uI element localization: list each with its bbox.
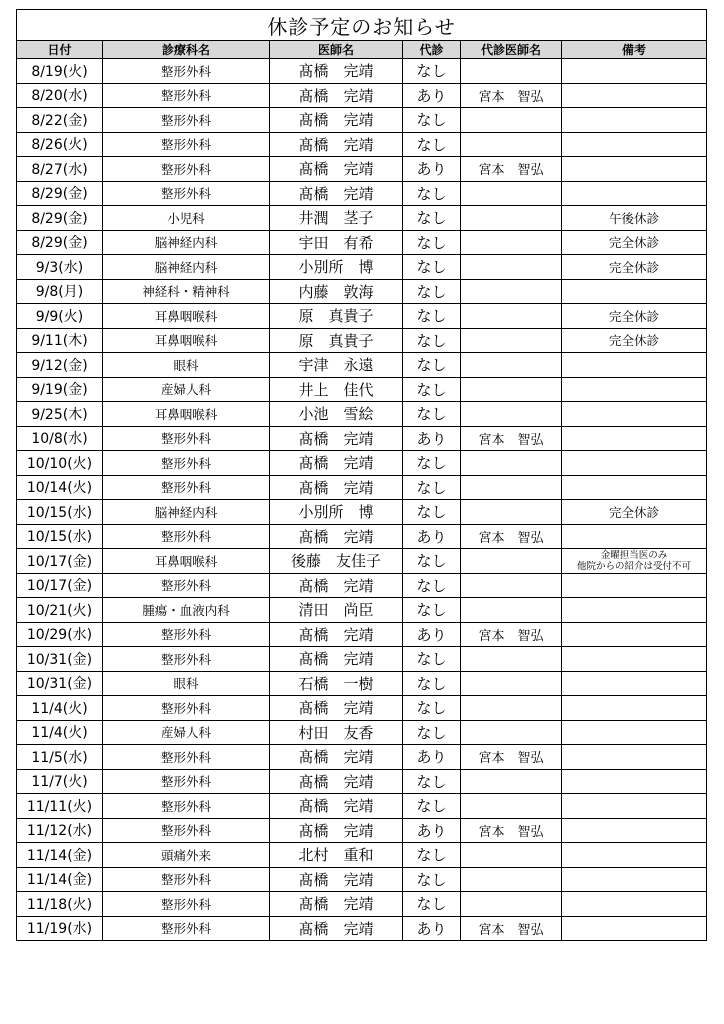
doctor-cell: 髙橋 完靖 (270, 892, 403, 917)
remarks-cell (562, 867, 707, 892)
doctor-cell: 原 真貴子 (270, 304, 403, 329)
substitute-cell: なし (403, 328, 461, 353)
substitute-cell: なし (403, 132, 461, 157)
substitute-doctor-cell (461, 279, 562, 304)
department-cell: 産婦人科 (103, 720, 270, 745)
table-row (17, 475, 707, 500)
substitute-doctor-cell (461, 59, 562, 84)
table-row (17, 916, 707, 941)
date-cell: 11/14(金) (17, 867, 103, 892)
date-cell: 11/11(火) (17, 794, 103, 819)
table-row (17, 598, 707, 623)
department-cell: 脳神経内科 (103, 500, 270, 525)
substitute-cell: なし (403, 671, 461, 696)
substitute-cell: なし (403, 549, 461, 574)
header-date: 日付 (17, 41, 103, 59)
remarks-cell (562, 108, 707, 133)
department-cell: 整形外科 (103, 696, 270, 721)
substitute-doctor-cell (461, 230, 562, 255)
doctor-cell: 原 真貴子 (270, 328, 403, 353)
department-cell: 整形外科 (103, 451, 270, 476)
department-cell: 耳鼻咽喉科 (103, 549, 270, 574)
substitute-doctor-cell: 宮本 智弘 (461, 426, 562, 451)
remarks-cell: 完全休診 (562, 230, 707, 255)
department-cell: 眼科 (103, 671, 270, 696)
table-row (17, 132, 707, 157)
substitute-cell: なし (403, 573, 461, 598)
date-cell: 11/4(火) (17, 720, 103, 745)
doctor-cell: 髙橋 完靖 (270, 867, 403, 892)
substitute-cell: なし (403, 500, 461, 525)
doctor-cell: 髙橋 完靖 (270, 622, 403, 647)
doctor-cell: 髙橋 完靖 (270, 573, 403, 598)
doctor-cell: 髙橋 完靖 (270, 181, 403, 206)
remarks-cell (562, 794, 707, 819)
substitute-doctor-cell (461, 696, 562, 721)
substitute-doctor-cell (461, 794, 562, 819)
substitute-doctor-cell (461, 892, 562, 917)
substitute-cell: なし (403, 377, 461, 402)
table-row (17, 671, 707, 696)
date-cell: 11/19(水) (17, 916, 103, 941)
date-cell: 11/14(金) (17, 843, 103, 868)
remarks-cell (562, 696, 707, 721)
remarks-cell: 完全休診 (562, 255, 707, 280)
substitute-cell: あり (403, 745, 461, 770)
substitute-doctor-cell (461, 132, 562, 157)
table-row (17, 696, 707, 721)
table-row (17, 843, 707, 868)
doctor-cell: 髙橋 完靖 (270, 769, 403, 794)
department-cell: 脳神経内科 (103, 230, 270, 255)
remarks-cell (562, 598, 707, 623)
header-remarks: 備考 (562, 41, 707, 59)
substitute-doctor-cell: 宮本 智弘 (461, 622, 562, 647)
remarks-cell (562, 818, 707, 843)
substitute-doctor-cell (461, 304, 562, 329)
department-cell: 整形外科 (103, 867, 270, 892)
header-doctor: 医師名 (270, 41, 403, 59)
substitute-cell: なし (403, 353, 461, 378)
remarks-cell (562, 524, 707, 549)
table-row (17, 255, 707, 280)
date-cell: 9/19(金) (17, 377, 103, 402)
substitute-doctor-cell: 宮本 智弘 (461, 745, 562, 770)
date-cell: 9/11(木) (17, 328, 103, 353)
department-cell: 整形外科 (103, 524, 270, 549)
doctor-cell: 髙橋 完靖 (270, 745, 403, 770)
closure-schedule-table (16, 9, 707, 941)
table-row (17, 353, 707, 378)
date-cell: 10/10(火) (17, 451, 103, 476)
date-cell: 11/7(火) (17, 769, 103, 794)
substitute-cell: なし (403, 696, 461, 721)
department-cell: 整形外科 (103, 794, 270, 819)
remarks-cell: 完全休診 (562, 328, 707, 353)
remarks-cell (562, 83, 707, 108)
remarks-cell (562, 181, 707, 206)
remarks-cell (562, 353, 707, 378)
substitute-doctor-cell (461, 720, 562, 745)
remarks-cell (562, 720, 707, 745)
header-substitute-doctor: 代診医師名 (461, 41, 562, 59)
department-cell: 整形外科 (103, 647, 270, 672)
substitute-doctor-cell (461, 598, 562, 623)
substitute-cell: なし (403, 279, 461, 304)
table-row (17, 769, 707, 794)
department-cell: 耳鼻咽喉科 (103, 328, 270, 353)
department-cell: 整形外科 (103, 818, 270, 843)
remarks-cell (562, 59, 707, 84)
substitute-doctor-cell (461, 671, 562, 696)
doctor-cell: 髙橋 完靖 (270, 524, 403, 549)
date-cell: 10/17(金) (17, 549, 103, 574)
header-substitute: 代診 (403, 41, 461, 59)
date-cell: 9/25(木) (17, 402, 103, 427)
table-row (17, 451, 707, 476)
substitute-doctor-cell (461, 549, 562, 574)
doctor-cell: 井上 佳代 (270, 377, 403, 402)
remarks-cell (562, 769, 707, 794)
doctor-cell: 小池 雪絵 (270, 402, 403, 427)
date-cell: 11/12(水) (17, 818, 103, 843)
substitute-doctor-cell (461, 353, 562, 378)
date-cell: 8/22(金) (17, 108, 103, 133)
remarks-cell (562, 475, 707, 500)
doctor-cell: 髙橋 完靖 (270, 132, 403, 157)
closure-schedule-sheet (16, 9, 706, 941)
doctor-cell: 髙橋 完靖 (270, 794, 403, 819)
substitute-doctor-cell (461, 377, 562, 402)
department-cell: 産婦人科 (103, 377, 270, 402)
substitute-doctor-cell: 宮本 智弘 (461, 157, 562, 182)
remarks-cell (562, 892, 707, 917)
substitute-cell: なし (403, 59, 461, 84)
department-cell: 整形外科 (103, 426, 270, 451)
department-cell: 整形外科 (103, 769, 270, 794)
date-cell: 8/29(金) (17, 206, 103, 231)
date-cell: 10/15(水) (17, 500, 103, 525)
remarks-cell (562, 451, 707, 476)
remarks-cell (562, 745, 707, 770)
table-row (17, 181, 707, 206)
date-cell: 10/31(金) (17, 671, 103, 696)
substitute-cell: あり (403, 916, 461, 941)
remarks-cell (562, 402, 707, 427)
date-cell: 10/14(火) (17, 475, 103, 500)
doctor-cell: 北村 重和 (270, 843, 403, 868)
doctor-cell: 髙橋 完靖 (270, 916, 403, 941)
date-cell: 10/17(金) (17, 573, 103, 598)
remarks-cell (562, 843, 707, 868)
doctor-cell: 宇津 永遠 (270, 353, 403, 378)
doctor-cell: 村田 友香 (270, 720, 403, 745)
substitute-doctor-cell: 宮本 智弘 (461, 916, 562, 941)
remarks-cell: 完全休診 (562, 500, 707, 525)
substitute-cell: なし (403, 720, 461, 745)
substitute-doctor-cell (461, 647, 562, 672)
substitute-cell: なし (403, 598, 461, 623)
table-row (17, 794, 707, 819)
substitute-cell: なし (403, 867, 461, 892)
date-cell: 10/31(金) (17, 647, 103, 672)
substitute-doctor-cell (461, 402, 562, 427)
table-header-row (17, 41, 707, 59)
remarks-cell (562, 647, 707, 672)
substitute-cell: なし (403, 255, 461, 280)
table-row (17, 402, 707, 427)
doctor-cell: 髙橋 完靖 (270, 475, 403, 500)
substitute-cell: なし (403, 304, 461, 329)
department-cell: 耳鼻咽喉科 (103, 304, 270, 329)
remarks-cell (562, 426, 707, 451)
remarks-cell (562, 279, 707, 304)
table-row (17, 83, 707, 108)
substitute-cell: なし (403, 230, 461, 255)
doctor-cell: 髙橋 完靖 (270, 108, 403, 133)
doctor-cell: 髙橋 完靖 (270, 59, 403, 84)
substitute-cell: あり (403, 157, 461, 182)
substitute-doctor-cell (461, 573, 562, 598)
doctor-cell: 髙橋 完靖 (270, 451, 403, 476)
remarks-cell (562, 573, 707, 598)
date-cell: 9/12(金) (17, 353, 103, 378)
department-cell: 整形外科 (103, 622, 270, 647)
substitute-cell: あり (403, 818, 461, 843)
table-row (17, 377, 707, 402)
substitute-doctor-cell (461, 108, 562, 133)
remarks-cell: 午後休診 (562, 206, 707, 231)
date-cell: 9/3(水) (17, 255, 103, 280)
table-row (17, 549, 707, 574)
substitute-cell: なし (403, 475, 461, 500)
substitute-doctor-cell (461, 769, 562, 794)
department-cell: 整形外科 (103, 83, 270, 108)
substitute-doctor-cell (461, 843, 562, 868)
doctor-cell: 髙橋 完靖 (270, 696, 403, 721)
date-cell: 10/8(水) (17, 426, 103, 451)
remarks-cell (562, 132, 707, 157)
table-row (17, 745, 707, 770)
substitute-doctor-cell (461, 475, 562, 500)
table-row (17, 206, 707, 231)
department-cell: 整形外科 (103, 892, 270, 917)
substitute-cell: あり (403, 83, 461, 108)
department-cell: 整形外科 (103, 157, 270, 182)
substitute-cell: なし (403, 451, 461, 476)
remarks-line: 金曜担当医のみ (600, 549, 668, 561)
remarks-cell (562, 157, 707, 182)
substitute-doctor-cell (461, 451, 562, 476)
substitute-doctor-cell (461, 181, 562, 206)
date-cell: 10/15(水) (17, 524, 103, 549)
table-row (17, 328, 707, 353)
table-row (17, 867, 707, 892)
doctor-cell: 清田 尚臣 (270, 598, 403, 623)
date-cell: 10/29(水) (17, 622, 103, 647)
substitute-cell: あり (403, 622, 461, 647)
substitute-doctor-cell (461, 328, 562, 353)
substitute-cell: なし (403, 892, 461, 917)
table-row (17, 818, 707, 843)
department-cell: 整形外科 (103, 132, 270, 157)
substitute-doctor-cell (461, 867, 562, 892)
doctor-cell: 髙橋 完靖 (270, 83, 403, 108)
table-row (17, 622, 707, 647)
doctor-cell: 井潤 茎子 (270, 206, 403, 231)
substitute-doctor-cell: 宮本 智弘 (461, 83, 562, 108)
doctor-cell: 宇田 有希 (270, 230, 403, 255)
department-cell: 整形外科 (103, 745, 270, 770)
date-cell: 10/21(火) (17, 598, 103, 623)
remarks-cell (562, 671, 707, 696)
department-cell: 整形外科 (103, 181, 270, 206)
department-cell: 整形外科 (103, 475, 270, 500)
date-cell: 9/8(月) (17, 279, 103, 304)
substitute-cell: なし (403, 647, 461, 672)
substitute-doctor-cell (461, 255, 562, 280)
substitute-doctor-cell: 宮本 智弘 (461, 818, 562, 843)
doctor-cell: 髙橋 完靖 (270, 157, 403, 182)
table-row (17, 230, 707, 255)
table-row (17, 157, 707, 182)
substitute-doctor-cell: 宮本 智弘 (461, 524, 562, 549)
department-cell: 脳神経内科 (103, 255, 270, 280)
substitute-doctor-cell (461, 206, 562, 231)
table-row (17, 279, 707, 304)
department-cell: 腫瘍・血液内科 (103, 598, 270, 623)
doctor-cell: 後藤 友佳子 (270, 549, 403, 574)
table-row (17, 108, 707, 133)
doctor-cell: 髙橋 完靖 (270, 426, 403, 451)
date-cell: 8/27(水) (17, 157, 103, 182)
substitute-cell: なし (403, 794, 461, 819)
date-cell: 9/9(火) (17, 304, 103, 329)
substitute-cell: あり (403, 426, 461, 451)
substitute-cell: なし (403, 843, 461, 868)
table-row (17, 59, 707, 84)
date-cell: 8/20(水) (17, 83, 103, 108)
header-department: 診療科名 (103, 41, 270, 59)
department-cell: 整形外科 (103, 573, 270, 598)
doctor-cell: 髙橋 完靖 (270, 647, 403, 672)
remarks-cell (562, 377, 707, 402)
substitute-cell: なし (403, 206, 461, 231)
remarks-line: 他院からの紹介は受付不可 (577, 560, 692, 572)
doctor-cell: 小別所 博 (270, 255, 403, 280)
date-cell: 11/5(水) (17, 745, 103, 770)
table-row (17, 647, 707, 672)
date-cell: 8/26(火) (17, 132, 103, 157)
doctor-cell: 内藤 敦海 (270, 279, 403, 304)
substitute-cell: なし (403, 108, 461, 133)
table-row (17, 524, 707, 549)
department-cell: 整形外科 (103, 108, 270, 133)
doctor-cell: 石橋 一樹 (270, 671, 403, 696)
department-cell: 頭痛外来 (103, 843, 270, 868)
date-cell: 8/29(金) (17, 230, 103, 255)
table-row (17, 720, 707, 745)
date-cell: 11/4(火) (17, 696, 103, 721)
date-cell: 8/29(金) (17, 181, 103, 206)
substitute-cell: なし (403, 402, 461, 427)
remarks-cell (562, 916, 707, 941)
remarks-cell: 完全休診 (562, 304, 707, 329)
department-cell: 耳鼻咽喉科 (103, 402, 270, 427)
date-cell: 8/19(火) (17, 59, 103, 84)
department-cell: 小児科 (103, 206, 270, 231)
substitute-doctor-cell (461, 500, 562, 525)
table-row (17, 892, 707, 917)
department-cell: 整形外科 (103, 916, 270, 941)
substitute-cell: なし (403, 769, 461, 794)
department-cell: 眼科 (103, 353, 270, 378)
date-cell: 11/18(火) (17, 892, 103, 917)
table-body (17, 59, 707, 941)
substitute-cell: なし (403, 181, 461, 206)
department-cell: 整形外科 (103, 59, 270, 84)
doctor-cell: 髙橋 完靖 (270, 818, 403, 843)
table-row (17, 573, 707, 598)
remarks-cell (562, 622, 707, 647)
substitute-cell: あり (403, 524, 461, 549)
page-title: 休診予定のお知らせ (17, 10, 707, 41)
table-row (17, 304, 707, 329)
table-row (17, 500, 707, 525)
department-cell: 神経科・精神科 (103, 279, 270, 304)
table-row (17, 426, 707, 451)
remarks-cell (562, 549, 707, 574)
doctor-cell: 小別所 博 (270, 500, 403, 525)
